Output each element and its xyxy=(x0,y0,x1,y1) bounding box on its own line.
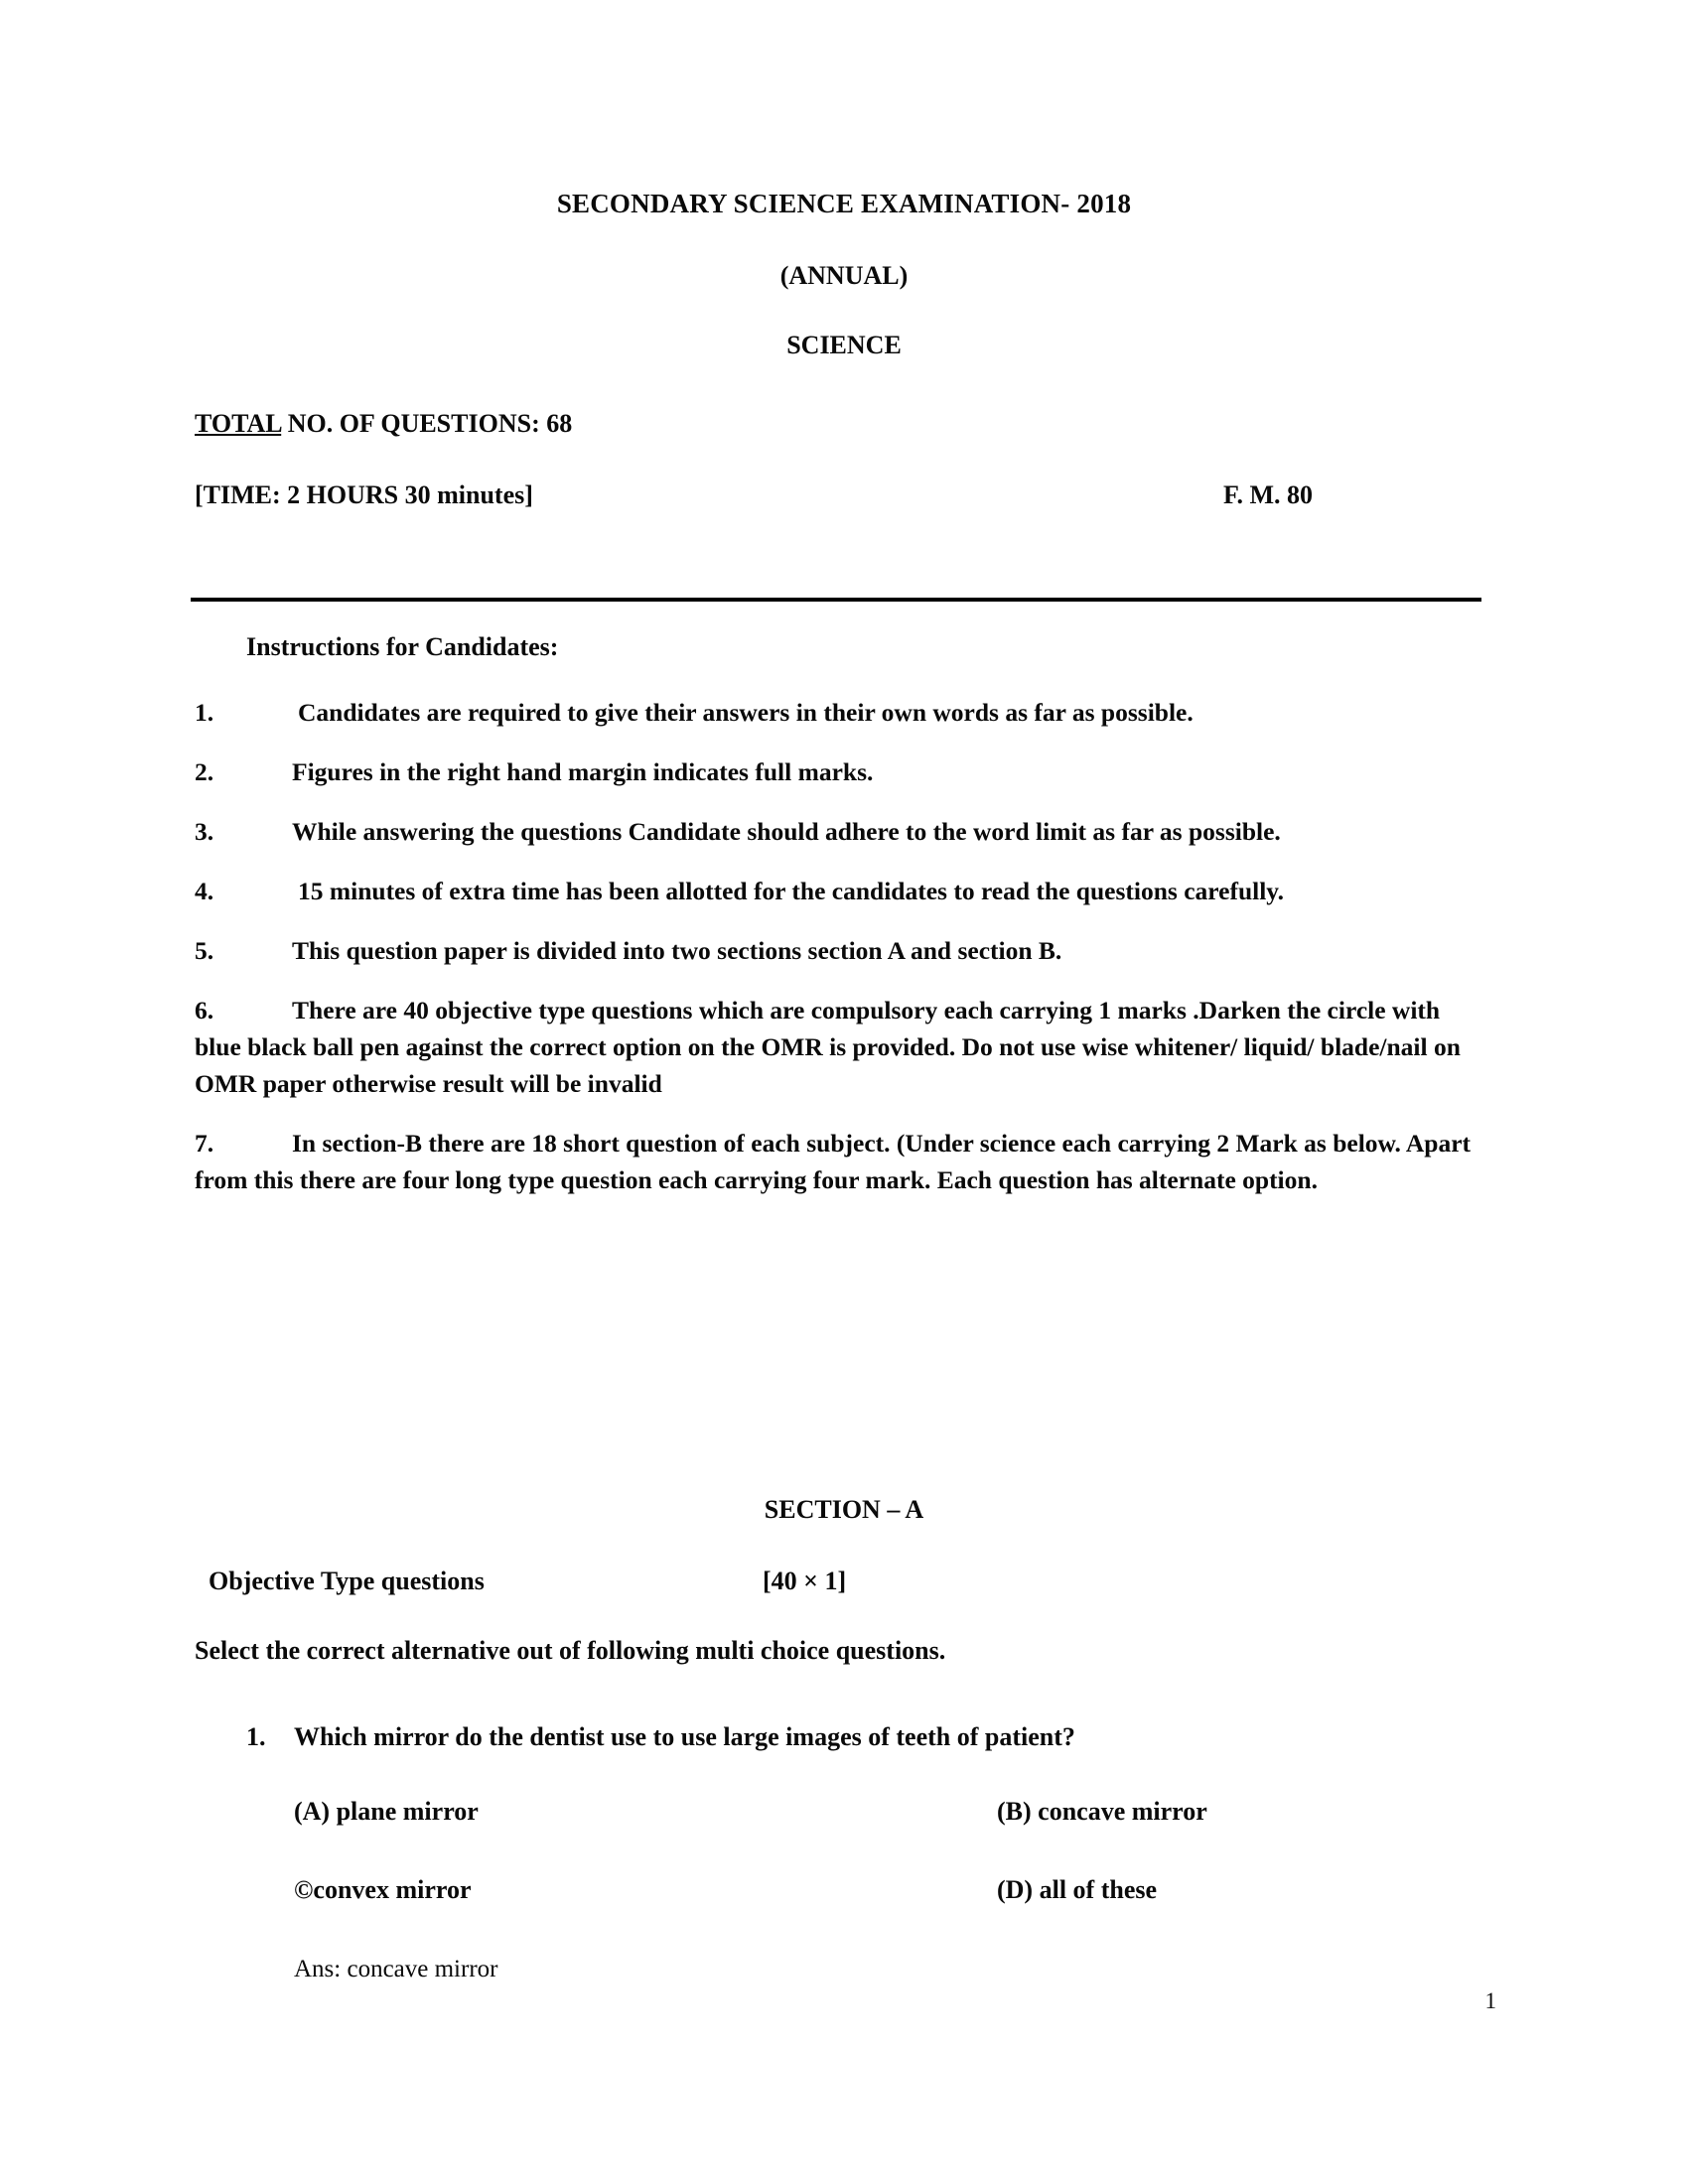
list-item xyxy=(195,754,1485,791)
select-alternative-instruction: Select the correct alternative out of following multi choice questions. xyxy=(195,1636,946,1665)
instruction-number: 3. xyxy=(195,816,214,846)
question-1-block xyxy=(195,1722,1485,1982)
list-item xyxy=(195,695,1485,732)
objective-marks-badge: [40 × 1] xyxy=(763,1567,847,1595)
question-number: 1. xyxy=(246,1722,266,1751)
instruction-number: 5. xyxy=(195,935,214,965)
option-row-ab xyxy=(195,1797,1485,1831)
list-item xyxy=(195,993,1485,1103)
option-row-cd xyxy=(195,1875,1485,1909)
total-questions-value: NO. OF QUESTIONS: 68 xyxy=(281,409,573,438)
instruction-text: Candidates are required to give their answers in their own words as far as possible. xyxy=(298,698,1194,727)
page-number: 1 xyxy=(1484,1988,1496,2013)
instructions-heading: Instructions for Candidates: xyxy=(246,632,559,661)
section-a-heading: SECTION – A xyxy=(764,1495,924,1524)
instruction-text: While answering the questions Candidate should adhere to the word limit as far as possible. xyxy=(292,816,1281,846)
answer-text: Ans: concave mirror xyxy=(294,1956,498,1982)
exam-session-subtitle: (ANNUAL) xyxy=(779,261,909,290)
list-item xyxy=(195,1126,1485,1199)
instructions-list xyxy=(195,695,1485,1222)
page-title: SECONDARY SCIENCE EXAMINATION- 2018 xyxy=(556,189,1132,218)
list-item xyxy=(195,814,1485,851)
total-questions-line xyxy=(195,409,572,439)
instruction-text: In section-B there are 18 short question of each subject. (Under science each carrying 2 Mark as below. Apart from this there are four long type question each carrying four mark. Each question has alternate option. xyxy=(195,1128,1472,1194)
option-d[interactable]: (D) all of these xyxy=(997,1875,1158,1904)
full-marks: F. M. 80 xyxy=(1223,480,1314,509)
subject-title: SCIENCE xyxy=(786,331,902,359)
instruction-number: 4. xyxy=(195,876,214,905)
instruction-text: This question paper is divided into two sections section A and section B. xyxy=(292,935,1062,965)
instruction-number: 2. xyxy=(195,756,214,786)
objective-type-label: Objective Type questions xyxy=(209,1567,485,1595)
option-c[interactable]: ©convex mirror xyxy=(294,1875,472,1904)
horizontal-divider xyxy=(191,598,1481,602)
list-item xyxy=(195,933,1485,970)
instruction-number: 6. xyxy=(195,995,214,1024)
option-b[interactable]: (B) concave mirror xyxy=(997,1797,1207,1826)
question-text: Which mirror do the dentist use to use large images of teeth of patient? xyxy=(294,1722,1075,1751)
exam-duration: [TIME: 2 HOURS 30 minutes] xyxy=(195,480,533,509)
instruction-number: 7. xyxy=(195,1128,214,1158)
instruction-number: 1. xyxy=(195,698,214,727)
total-label: TOTAL xyxy=(195,409,282,438)
option-a[interactable]: (A) plane mirror xyxy=(294,1797,479,1826)
question-row xyxy=(195,1722,1485,1752)
instruction-text: Figures in the right hand margin indicates full marks. xyxy=(292,756,874,786)
instruction-text: 15 minutes of extra time has been allotted for the candidates to read the questions carefully. xyxy=(298,876,1285,905)
instruction-text: There are 40 objective type questions which are compulsory each carrying 1 marks .Darken the circle with blue black ball pen against the correct option on the OMR is provided. Do not use wise whitener/ liquid/ blade/nail on OMR paper otherwise result will be invalid xyxy=(195,995,1461,1098)
list-item xyxy=(195,874,1485,910)
